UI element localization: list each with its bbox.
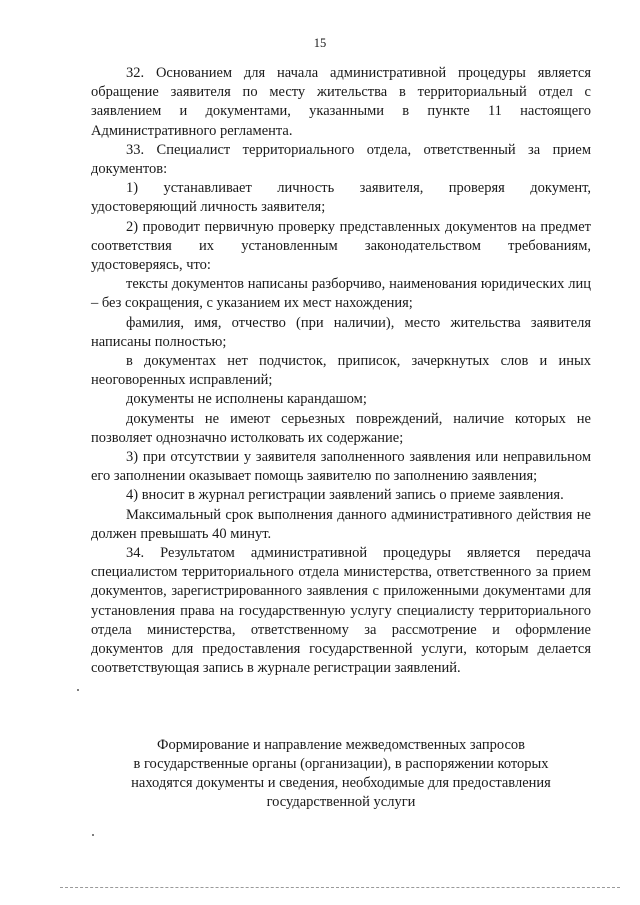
- paragraph-33-item-3: 3) при отсутствии у заявителя заполненного заявления или неправильном его заполнении оказывает помощь заявителю по заполнению заявления;: [91, 449, 591, 485]
- heading-line: в государственные органы (организации), в распоряжении которых: [133, 756, 549, 772]
- check-no-pencil: документы не исполнены карандашом;: [126, 391, 367, 408]
- check-no-damage: документы не имеют серьезных повреждений, наличие которых не позволяет однозначно истолковать их содержание;: [91, 410, 591, 446]
- scan-speck: [77, 689, 79, 691]
- paragraph-33-item-4: 4) вносит в журнал регистрации заявлений запись о приеме заявления.: [126, 487, 564, 504]
- heading-line: государственной услуги: [266, 794, 416, 810]
- paragraph-33-item-1: 1) устанавливает личность заявителя, проверяя документ, удостоверяющий личность заявителя;: [91, 180, 591, 216]
- paragraph-34: 34. Результатом административной процедуры является передача специалистом территориального отдела министерства, ответственного за прием документов, зарегистрированного заявления с приложенными документами для установления права на государственную услугу специалисту территориального отдела министерства, ответственному за рассмотрение и оформление документов для предоставления государственной услуги, которым делается соответствующая запись в журнале регистрации заявлений.: [91, 545, 591, 677]
- check-no-corrections: в документах нет подчисток, приписок, зачеркнутых слов и иных неоговоренных исправлений;: [91, 353, 591, 389]
- page-number: 15: [313, 36, 327, 50]
- heading-line: Формирование и направление межведомственных запросов: [157, 737, 525, 753]
- paragraph-33: 33. Специалист территориального отдела, ответственный за прием документов:: [91, 141, 591, 178]
- body-text: [91, 64, 591, 679]
- paragraph-33-item-2: 2) проводит первичную проверку представленных документов на предмет соответствия их установленным законодательством требованиям, удостоверяясь, что:: [91, 218, 591, 274]
- scan-edge-line: [60, 887, 620, 888]
- check-legible-texts: тексты документов написаны разборчиво, наименования юридических лиц – без сокращения, с указанием их мест нахождения;: [91, 276, 591, 312]
- check-full-name: фамилия, имя, отчество (при наличии), место жительства заявителя написаны полностью;: [91, 314, 591, 350]
- max-duration: Максимальный срок выполнения данного административного действия не должен превышать 40 минут.: [91, 506, 591, 542]
- section-heading: [91, 736, 591, 812]
- scan-speck: [92, 834, 94, 836]
- paragraph-32: 32. Основанием для начала административной процедуры является обращение заявителя по месту жительства в территориальный отдел с заявлением и документами, указанными в пункте 11 настоящего Административного регламента.: [91, 65, 591, 139]
- heading-line: находятся документы и сведения, необходимые для предоставления: [131, 775, 551, 791]
